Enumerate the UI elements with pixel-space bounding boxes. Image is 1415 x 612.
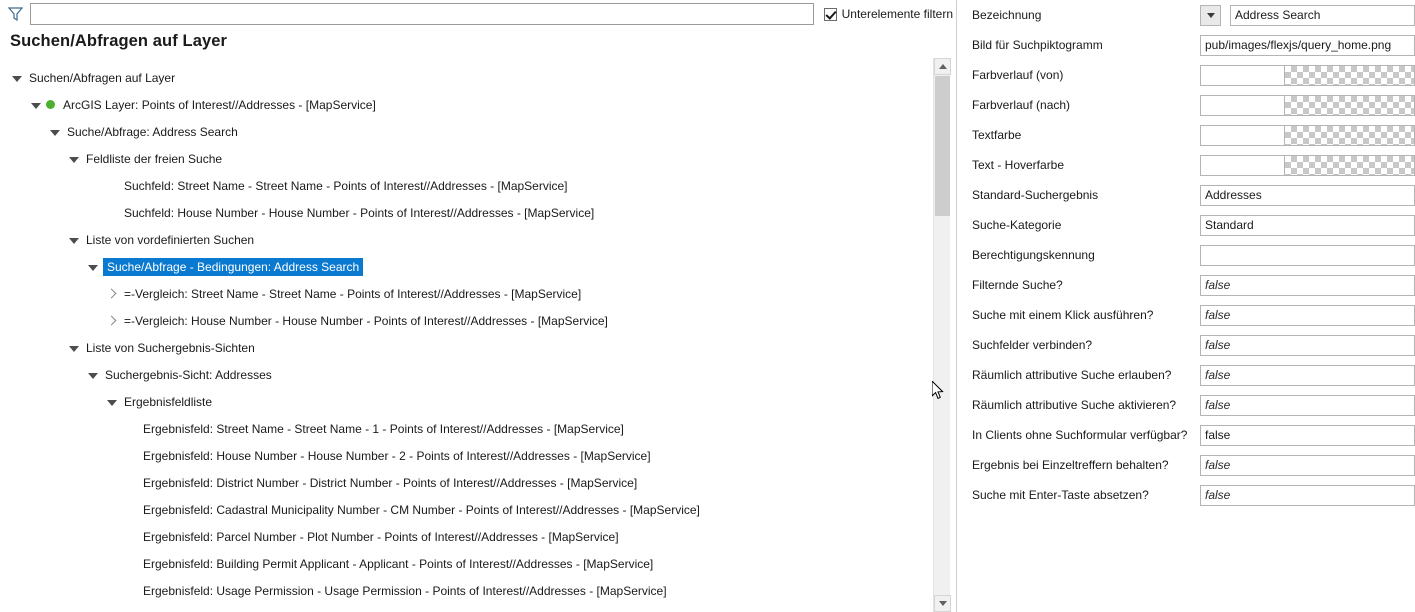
property-row: [957, 60, 1415, 90]
combobox[interactable]: [1200, 5, 1415, 26]
chevron-up-icon: [939, 64, 947, 69]
property-grid: [957, 0, 1415, 612]
tree-node-label: Ergebnisfeld: Parcel Number - Plot Number - Points of Interest//Addresses - [MapService]: [143, 529, 619, 544]
tree-node-label: Liste von vordefinierten Suchen: [86, 232, 255, 247]
property-input[interactable]: false: [1200, 485, 1415, 506]
tree-node[interactable]: [0, 523, 933, 550]
color-value-input[interactable]: [1200, 155, 1285, 176]
tree-node[interactable]: [0, 307, 933, 334]
tree-node-label: Liste von Suchergebnis-Sichten: [86, 340, 255, 355]
property-input[interactable]: false: [1200, 365, 1415, 386]
property-input[interactable]: false: [1200, 455, 1415, 476]
triangle-down-icon[interactable]: [48, 125, 62, 139]
funnel-icon[interactable]: [4, 3, 26, 25]
triangle-down-icon[interactable]: [67, 233, 81, 247]
tree-node-label: Ergebnisfeld: Usage Permission - Usage Permission - Points of Interest//Addresses - [MapService]: [143, 583, 667, 598]
tree-scroll-area[interactable]: [0, 60, 933, 612]
property-row: [957, 390, 1415, 420]
property-row: [957, 30, 1415, 60]
property-value: [1200, 305, 1415, 326]
property-value: [1200, 95, 1415, 116]
property-row: [957, 180, 1415, 210]
tree-node-label: Ergebnisfeld: Street Name - Street Name - 1 - Points of Interest//Addresses - [MapService]: [143, 421, 624, 436]
tree-node-label: Ergebnisfeldliste: [124, 394, 213, 409]
tree-node-label: Ergebnisfeld: Cadastral Municipality Number - CM Number - Points of Interest//Addresses - [MapService]: [143, 502, 700, 517]
property-row: [957, 420, 1415, 450]
color-swatch[interactable]: [1285, 65, 1415, 86]
property-input[interactable]: pub/images/flexjs/query_home.png: [1200, 35, 1415, 56]
tree-node-label: Suchergebnis-Sicht: Addresses: [105, 367, 272, 382]
tree-node[interactable]: [0, 226, 933, 253]
scroll-down-button[interactable]: [934, 595, 951, 612]
tree-node-label: Suche/Abfrage: Address Search: [67, 124, 238, 139]
triangle-down-icon[interactable]: [105, 395, 119, 409]
property-value: [1200, 245, 1415, 266]
tree-node[interactable]: [0, 496, 933, 523]
tree-node-label: Suchfeld: House Number - House Number - Points of Interest//Addresses - [MapService]: [124, 205, 595, 220]
property-value: [1200, 125, 1415, 146]
property-row: [957, 0, 1415, 30]
tree-node-label: Suchfeld: Street Name - Street Name - Points of Interest//Addresses - [MapService]: [124, 178, 568, 193]
property-value: [1200, 185, 1415, 206]
property-value: [1200, 65, 1415, 86]
filter-input[interactable]: [30, 3, 814, 25]
color-value-input[interactable]: [1200, 125, 1285, 146]
tree-node[interactable]: [0, 253, 933, 280]
tree-node-label: Ergebnisfeld: House Number - House Number - 2 - Points of Interest//Addresses - [MapService]: [143, 448, 651, 463]
property-input[interactable]: false: [1200, 275, 1415, 296]
spacer-icon: [124, 584, 138, 598]
property-input[interactable]: false: [1200, 335, 1415, 356]
property-value: [1200, 485, 1415, 506]
tree-vertical-scrollbar[interactable]: [933, 58, 950, 612]
tree-node-label: Suche/Abfrage - Bedingungen: Address Search: [103, 258, 363, 276]
triangle-right-icon[interactable]: [105, 314, 119, 328]
tree-node[interactable]: [0, 118, 933, 145]
filter-bar: [0, 0, 957, 28]
spacer-icon: [124, 422, 138, 436]
tree-node[interactable]: [0, 550, 933, 577]
tree-node[interactable]: [0, 577, 933, 604]
filter-subelements-label: Unterelemente filtern: [841, 7, 953, 21]
triangle-down-icon[interactable]: [29, 98, 43, 112]
property-input[interactable]: false: [1200, 395, 1415, 416]
property-label: Suche-Kategorie: [972, 218, 1062, 232]
tree-node[interactable]: [0, 415, 933, 442]
tree-node[interactable]: [0, 442, 933, 469]
property-value: [1200, 155, 1415, 176]
spacer-icon: [124, 530, 138, 544]
chevron-down-icon: [939, 601, 947, 606]
tree-node[interactable]: [0, 199, 933, 226]
spacer-icon: [105, 179, 119, 193]
property-row: [957, 120, 1415, 150]
checkbox-box[interactable]: [824, 8, 837, 21]
tree-node-label: =-Vergleich: House Number - House Number - Points of Interest//Addresses - [MapService]: [124, 313, 608, 328]
spacer-icon: [124, 557, 138, 571]
property-row: [957, 270, 1415, 300]
spacer-icon: [124, 476, 138, 490]
property-input[interactable]: Addresses: [1200, 185, 1415, 206]
tree-node[interactable]: [0, 280, 933, 307]
property-label: Textfarbe: [972, 128, 1022, 142]
property-input[interactable]: false: [1200, 425, 1415, 446]
triangle-down-icon[interactable]: [10, 71, 24, 85]
property-value: [1200, 275, 1415, 296]
property-label: Berechtigungskennung: [972, 248, 1095, 262]
property-row: [957, 90, 1415, 120]
status-dot-icon: [46, 100, 55, 109]
property-value: [1200, 365, 1415, 386]
property-row: [957, 150, 1415, 180]
property-row: [957, 240, 1415, 270]
property-value: [1200, 425, 1415, 446]
tree-node[interactable]: [0, 64, 933, 91]
page-title: Suchen/Abfragen auf Layer: [10, 32, 228, 50]
tree-node-label: Ergebnisfeld: Building Permit Applicant - Applicant - Points of Interest//Addresses - [MapService]: [143, 556, 654, 571]
triangle-down-icon[interactable]: [86, 368, 100, 382]
property-input[interactable]: Standard: [1200, 215, 1415, 236]
property-label: Farbverlauf (von): [972, 68, 1064, 82]
color-value-input[interactable]: [1200, 65, 1285, 86]
property-row: [957, 330, 1415, 360]
scrollbar-thumb[interactable]: [935, 76, 950, 216]
color-swatch[interactable]: [1285, 95, 1415, 116]
property-label: Suche mit Enter-Taste absetzen?: [972, 488, 1149, 502]
property-label: Ergebnis bei Einzeltreffern behalten?: [972, 458, 1169, 472]
tree-root: [0, 60, 933, 604]
property-label: Suche mit einem Klick ausführen?: [972, 308, 1154, 322]
triangle-down-icon[interactable]: [86, 260, 100, 274]
property-value: [1200, 455, 1415, 476]
scroll-up-button[interactable]: [934, 58, 951, 75]
triangle-down-icon[interactable]: [67, 341, 81, 355]
property-label: Text - Hoverfarbe: [972, 158, 1065, 172]
tree-node[interactable]: [0, 91, 933, 118]
property-input[interactable]: Address Search: [1230, 5, 1415, 26]
tree-node[interactable]: [0, 334, 933, 361]
property-label: Standard-Suchergebnis: [972, 188, 1099, 202]
triangle-right-icon[interactable]: [105, 287, 119, 301]
spacer-icon: [105, 206, 119, 220]
tree-node[interactable]: [0, 388, 933, 415]
filter-subelements-checkbox[interactable]: [824, 7, 953, 21]
spacer-icon: [124, 503, 138, 517]
property-label: Farbverlauf (nach): [972, 98, 1071, 112]
chevron-down-icon[interactable]: [1200, 5, 1221, 26]
property-label: Filternde Suche?: [972, 278, 1063, 292]
tree-node[interactable]: [0, 469, 933, 496]
tree-node-label: ArcGIS Layer: Points of Interest//Addresses - [MapService]: [63, 97, 376, 112]
tree-node-label: Suchen/Abfragen auf Layer: [29, 70, 176, 85]
tree-node-label: Ergebnisfeld: District Number - District Number - Points of Interest//Addresses - [MapService]: [143, 475, 638, 490]
property-label: In Clients ohne Suchformular verfügbar?: [972, 428, 1188, 442]
color-swatch[interactable]: [1285, 125, 1415, 146]
property-input[interactable]: [1200, 245, 1415, 266]
property-label: Bezeichnung: [972, 8, 1042, 22]
property-row: [957, 210, 1415, 240]
property-label: Bild für Suchpiktogramm: [972, 38, 1103, 52]
property-value: [1200, 335, 1415, 356]
tree-node[interactable]: [0, 145, 933, 172]
triangle-down-icon[interactable]: [67, 152, 81, 166]
property-row: [957, 450, 1415, 480]
property-label: Räumlich attributive Suche erlauben?: [972, 368, 1172, 382]
color-value-input[interactable]: [1200, 95, 1285, 116]
property-row: [957, 300, 1415, 330]
property-input[interactable]: false: [1200, 305, 1415, 326]
tree-node-label: =-Vergleich: Street Name - Street Name - Points of Interest//Addresses - [MapService]: [124, 286, 582, 301]
tree-node-label: Feldliste der freien Suche: [86, 151, 223, 166]
color-swatch[interactable]: [1285, 155, 1415, 176]
property-row: [957, 480, 1415, 510]
property-label: Räumlich attributive Suche aktivieren?: [972, 398, 1177, 412]
property-label: Suchfelder verbinden?: [972, 338, 1093, 352]
property-row: [957, 360, 1415, 390]
property-value: [1200, 35, 1415, 56]
property-value: [1200, 5, 1415, 26]
spacer-icon: [124, 449, 138, 463]
property-value: [1200, 395, 1415, 416]
tree-node[interactable]: [0, 361, 933, 388]
property-value: [1200, 215, 1415, 236]
tree-node[interactable]: [0, 172, 933, 199]
